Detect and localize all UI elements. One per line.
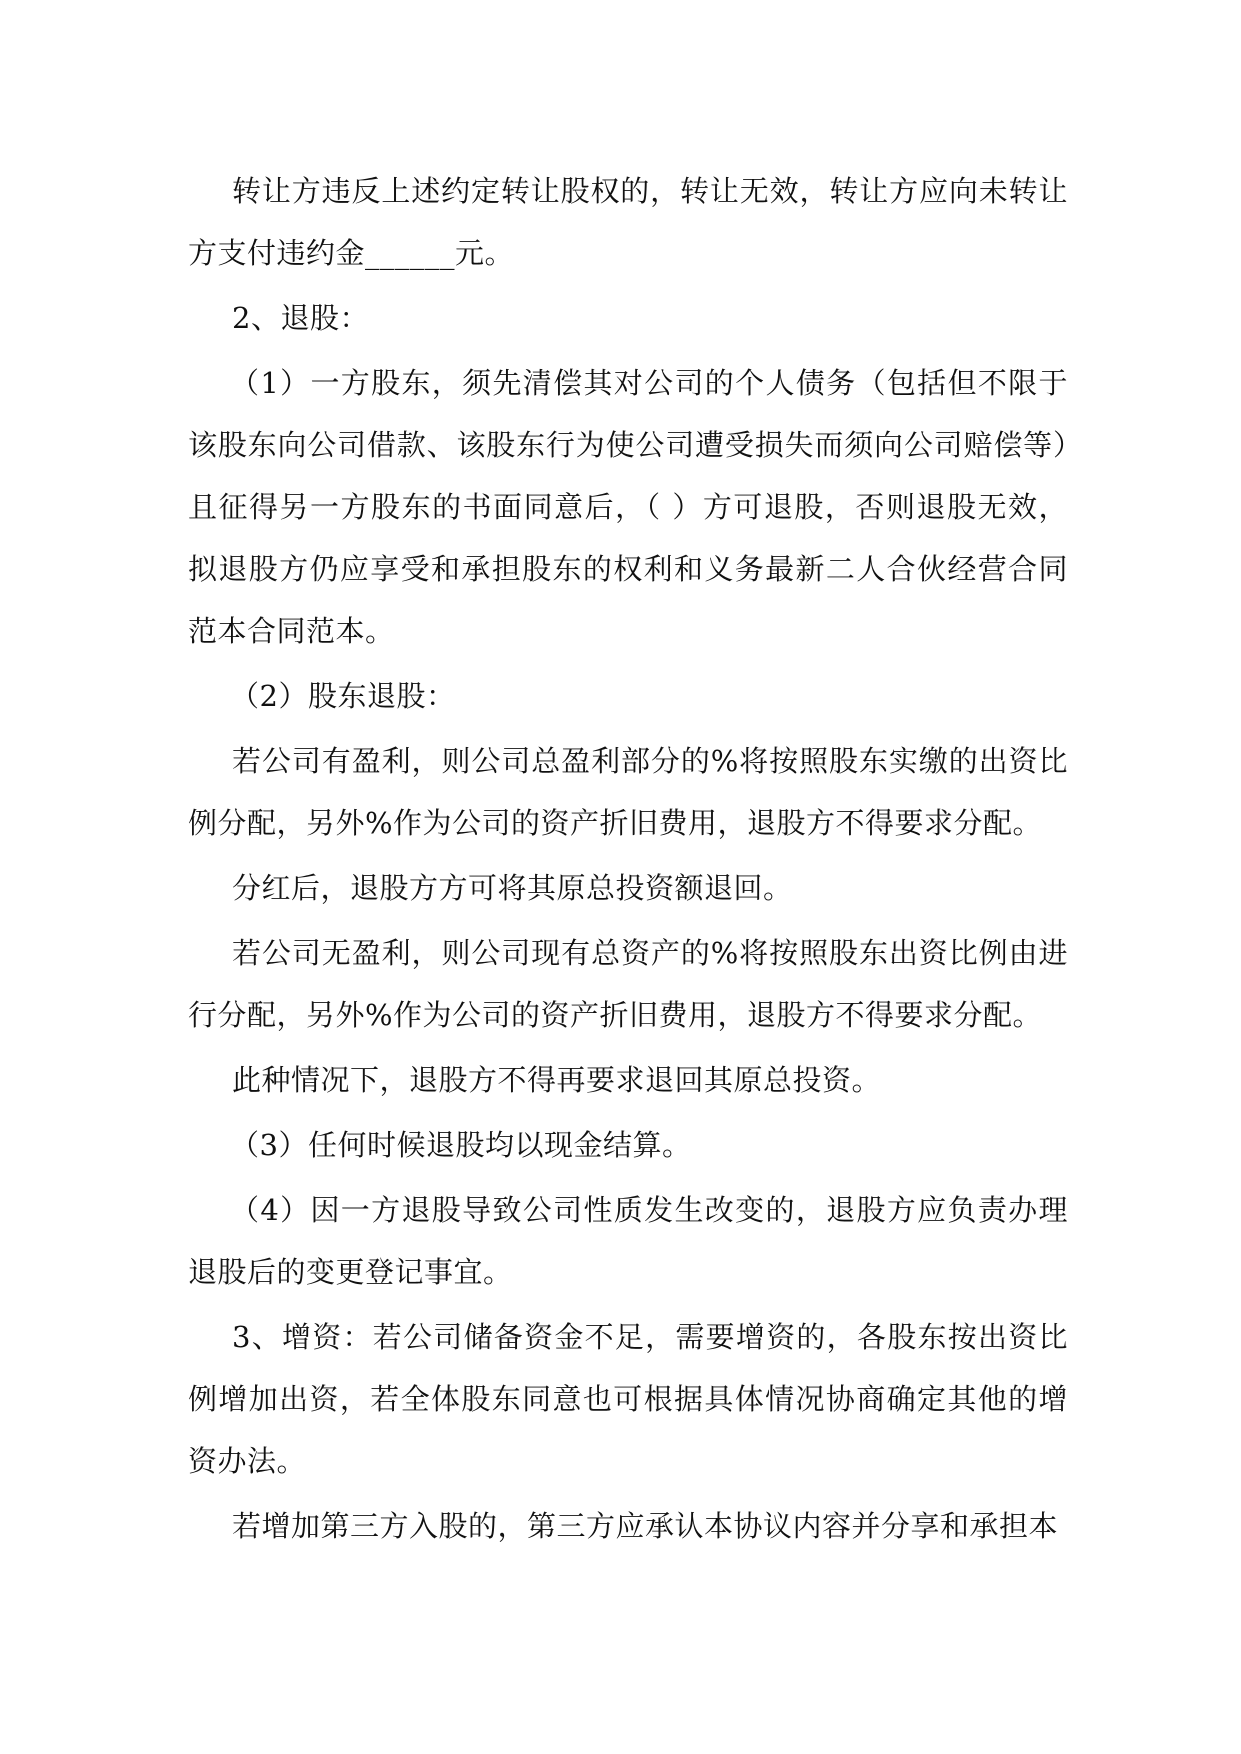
paragraph-cash-settlement: （3）任何时候退股均以现金结算。 — [230, 1128, 692, 1162]
heading-shareholder-withdrawal: （2）股东退股： — [230, 679, 456, 713]
document-body — [188, 160, 1068, 1557]
paragraph-registration-change: （4）因一方退股导致公司性质发生改变的，退股方应负责办理退股后的变更登记事宜。 — [188, 1193, 1068, 1289]
paragraph-third-party: 若增加第三方入股的，第三方应承认本协议内容并分享和承担本 — [232, 1509, 1059, 1543]
paragraph-capital-increase: 3、增资：若公司储备资金不足，需要增资的，各股东按出资比例增加出资，若全体股东同意也可根据具体情况协商确定其他的增资办法。 — [188, 1320, 1068, 1478]
paragraph-no-refund: 此种情况下，退股方不得再要求退回其原总投资。 — [232, 1063, 882, 1097]
paragraph-no-profit-case: 若公司无盈利，则公司现有总资产的%将按照股东出资比例由进行分配，另外%作为公司的资产折旧费用，退股方不得要求分配。 — [188, 936, 1068, 1032]
heading-withdrawal: 2、退股： — [232, 301, 369, 335]
paragraph-breach-penalty: 转让方违反上述约定转让股权的，转让无效，转让方应向未转让方支付违约金______元。 — [188, 174, 1068, 270]
paragraph-withdrawal-condition: （1）一方股东，须先清偿其对公司的个人债务（包括但不限于该股东向公司借款、该股东行为使公司遭受损失而须向公司赔偿等）且征得另一方股东的书面同意后，（ ）方可退股，否则退股无效，拟退股方仍应享受和承担股东的权利和义务最新二人合伙经营合同范本合同范本。 — [188, 366, 1068, 648]
paragraph-profit-case: 若公司有盈利，则公司总盈利部分的%将按照股东实缴的出资比例分配，另外%作为公司的资产折旧费用，退股方不得要求分配。 — [188, 744, 1068, 840]
paragraph-dividend-return: 分红后，退股方方可将其原总投资额退回。 — [232, 871, 793, 905]
